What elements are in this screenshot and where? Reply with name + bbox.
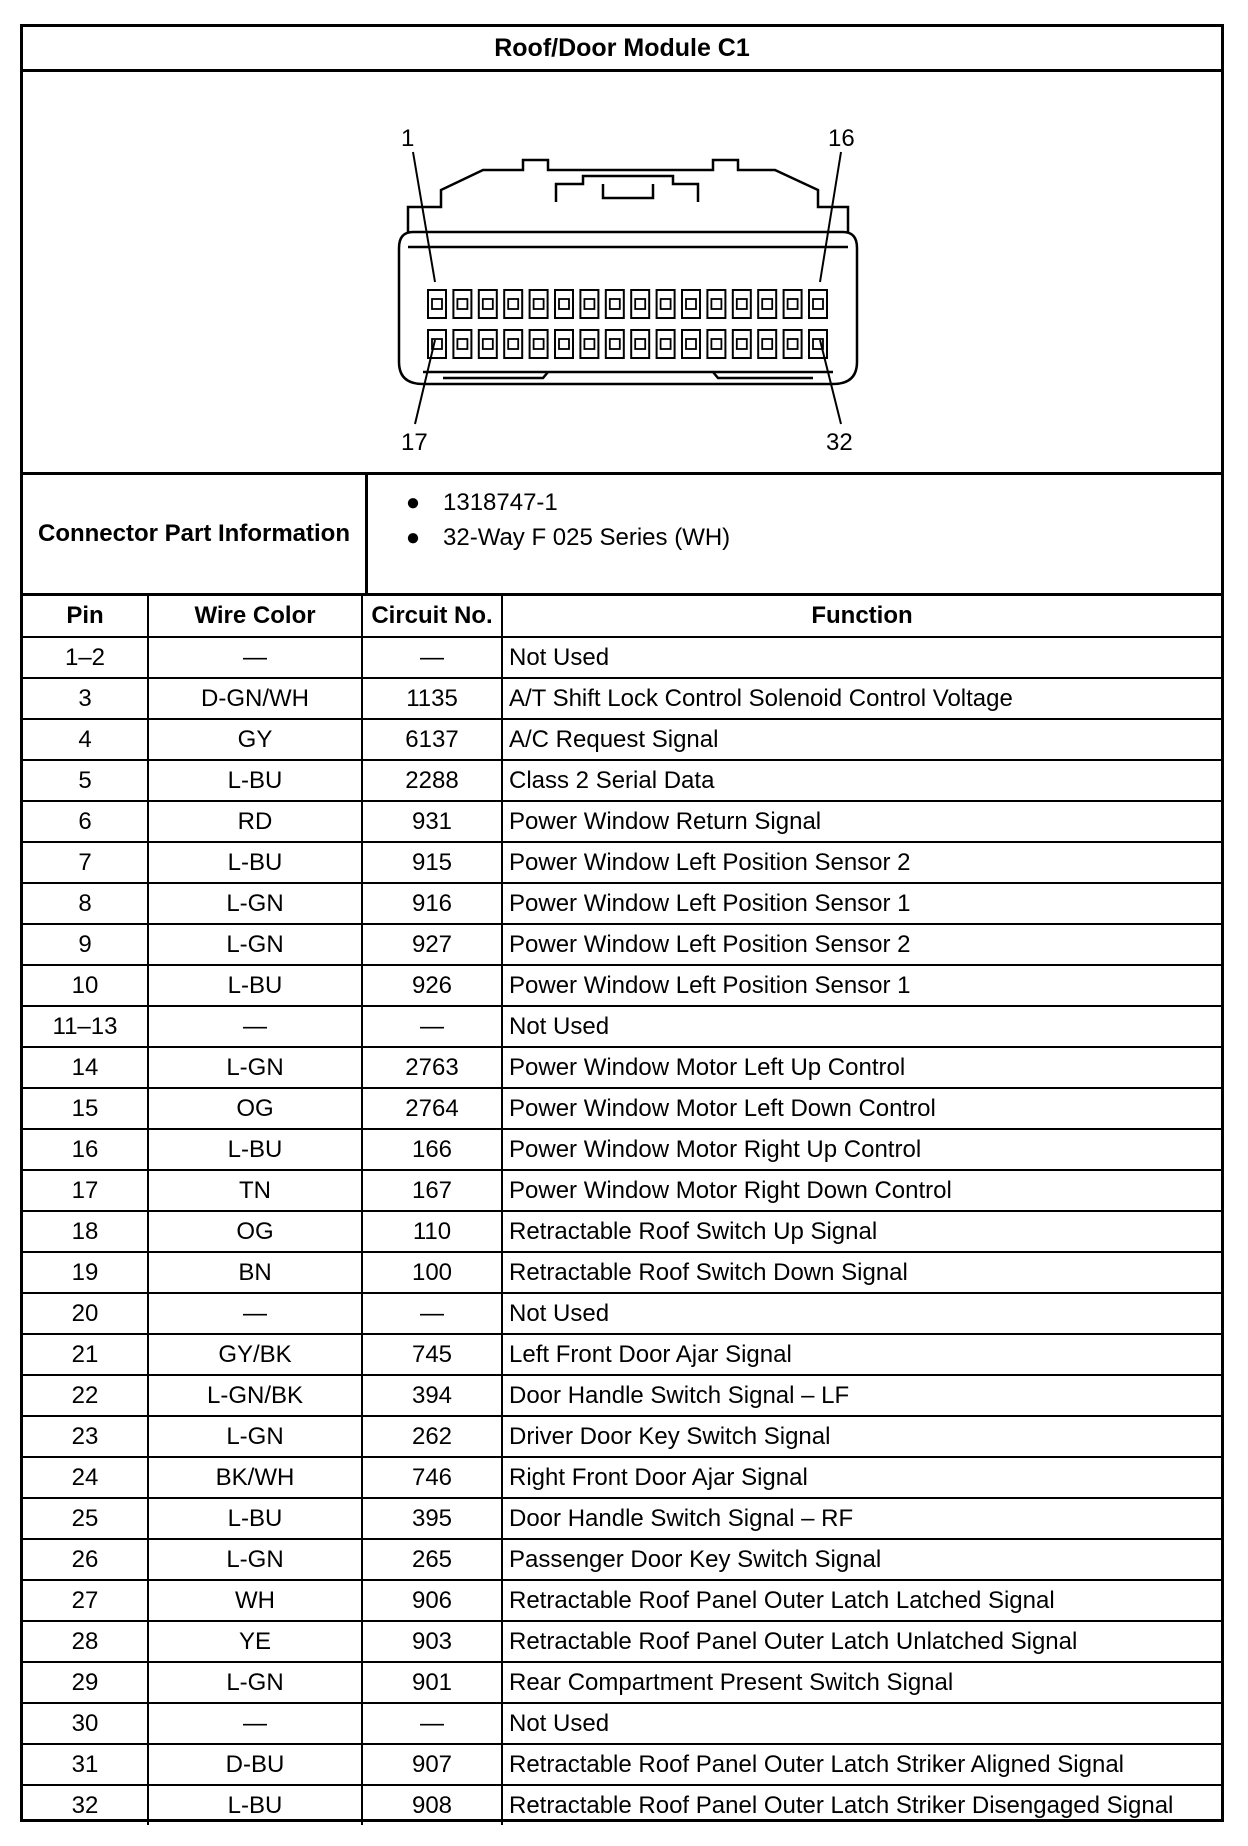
pin-cell: 18: [23, 1211, 148, 1252]
wire-color-cell: YE: [148, 1621, 362, 1662]
function-cell: Retractable Roof Switch Up Signal: [502, 1211, 1221, 1252]
pin-cavity: [606, 290, 624, 318]
circuit-no-cell: 395: [362, 1498, 502, 1539]
pin-cavity: [428, 290, 446, 318]
pin-terminal: [559, 339, 569, 349]
circuit-no-cell: 916: [362, 883, 502, 924]
pin-cell: 26: [23, 1539, 148, 1580]
wire-color-cell: L-GN: [148, 883, 362, 924]
pin-terminal: [788, 299, 798, 309]
connector-sheet: [20, 24, 1224, 1822]
pin-cavity: [707, 290, 725, 318]
pin-cavity: [504, 330, 522, 358]
pin-terminal: [508, 339, 518, 349]
pin-cell: 22: [23, 1375, 148, 1416]
part-info-item: [383, 520, 730, 555]
pin-cavity: [657, 330, 675, 358]
pin-cavity: [733, 330, 751, 358]
pin-cavity: [555, 330, 573, 358]
part-info-item: [383, 485, 730, 520]
function-cell: Retractable Roof Panel Outer Latch Latched Signal: [502, 1580, 1221, 1621]
pin-cavity: [555, 290, 573, 318]
wire-color-cell: TN: [148, 1170, 362, 1211]
table-row: [23, 1006, 1221, 1047]
pin-cell: 4: [23, 719, 148, 760]
pin-terminal: [483, 339, 493, 349]
pin-terminal: [711, 299, 721, 309]
wire-color-cell: L-BU: [148, 1498, 362, 1539]
function-cell: Door Handle Switch Signal – LF: [502, 1375, 1221, 1416]
circuit-no-cell: 906: [362, 1580, 502, 1621]
table-row: [23, 1170, 1221, 1211]
connector-housing: [399, 160, 857, 384]
pin-terminal: [737, 339, 747, 349]
pin-cavity: [758, 290, 776, 318]
pin-cavity: [733, 290, 751, 318]
table-row: [23, 1703, 1221, 1744]
circuit-no-cell: —: [362, 637, 502, 678]
pin-cavity: [453, 330, 471, 358]
pin-cell: 29: [23, 1662, 148, 1703]
table-row: [23, 1457, 1221, 1498]
function-cell: A/T Shift Lock Control Solenoid Control Voltage: [502, 678, 1221, 719]
pin-terminal: [584, 299, 594, 309]
circuit-no-cell: 262: [362, 1416, 502, 1457]
bullet-icon: ●: [405, 489, 421, 516]
table-row: [23, 1129, 1221, 1170]
wire-color-cell: L-BU: [148, 1785, 362, 1825]
circuit-no-cell: 110: [362, 1211, 502, 1252]
pin-cell: 11–13: [23, 1006, 148, 1047]
function-cell: Power Window Motor Right Up Control: [502, 1129, 1221, 1170]
table-row: [23, 1334, 1221, 1375]
pin-cell: 24: [23, 1457, 148, 1498]
pinout-table: [23, 596, 1221, 1825]
table-row: [23, 883, 1221, 924]
circuit-no-cell: 167: [362, 1170, 502, 1211]
connector-part-info-label: Connector Part Information: [23, 475, 368, 593]
pin-cell: 16: [23, 1129, 148, 1170]
table-row: [23, 924, 1221, 965]
pin-cavity: [580, 330, 598, 358]
circuit-no-cell: 907: [362, 1744, 502, 1785]
pin-cell: 25: [23, 1498, 148, 1539]
pin-cell: 8: [23, 883, 148, 924]
page-title: Roof/Door Module C1: [23, 27, 1221, 72]
wire-color-cell: GY/BK: [148, 1334, 362, 1375]
function-cell: Power Window Motor Left Up Control: [502, 1047, 1221, 1088]
connector-drawing: [23, 72, 1221, 472]
function-cell: Retractable Roof Panel Outer Latch Unlatched Signal: [502, 1621, 1221, 1662]
header-pin: Pin: [23, 596, 148, 637]
pin-cavity: [758, 330, 776, 358]
table-row: [23, 1498, 1221, 1539]
circuit-no-cell: 927: [362, 924, 502, 965]
pin-terminal: [635, 339, 645, 349]
table-row: [23, 1375, 1221, 1416]
wire-color-cell: L-BU: [148, 842, 362, 883]
pin-cell: 7: [23, 842, 148, 883]
wire-color-cell: GY: [148, 719, 362, 760]
function-cell: Not Used: [502, 637, 1221, 678]
pin-terminal: [635, 299, 645, 309]
wire-color-cell: L-GN: [148, 1047, 362, 1088]
table-row: [23, 1744, 1221, 1785]
connector-diagram: [23, 72, 1221, 475]
pin-terminal: [762, 339, 772, 349]
wire-color-cell: BN: [148, 1252, 362, 1293]
pin-cell: 9: [23, 924, 148, 965]
pin-cell: 3: [23, 678, 148, 719]
pin-cell: 17: [23, 1170, 148, 1211]
pin-cavity: [504, 290, 522, 318]
pin-cell: 32: [23, 1785, 148, 1825]
table-row: [23, 637, 1221, 678]
table-row: [23, 678, 1221, 719]
pin-cavity: [530, 330, 548, 358]
function-cell: Power Window Left Position Sensor 1: [502, 883, 1221, 924]
wire-color-cell: L-BU: [148, 1129, 362, 1170]
pin-cell: 5: [23, 760, 148, 801]
function-cell: Power Window Left Position Sensor 1: [502, 965, 1221, 1006]
table-row: [23, 965, 1221, 1006]
wire-color-cell: OG: [148, 1088, 362, 1129]
circuit-no-cell: —: [362, 1006, 502, 1047]
wire-color-cell: —: [148, 1703, 362, 1744]
pin-terminal: [737, 299, 747, 309]
wire-color-cell: —: [148, 1293, 362, 1334]
function-cell: Power Window Left Position Sensor 2: [502, 924, 1221, 965]
function-cell: Rear Compartment Present Switch Signal: [502, 1662, 1221, 1703]
circuit-no-cell: 931: [362, 801, 502, 842]
function-cell: Right Front Door Ajar Signal: [502, 1457, 1221, 1498]
wire-color-cell: L-GN: [148, 1539, 362, 1580]
function-cell: Class 2 Serial Data: [502, 760, 1221, 801]
circuit-no-cell: 915: [362, 842, 502, 883]
circuit-no-cell: 745: [362, 1334, 502, 1375]
callout-pin-32: 32: [826, 429, 853, 456]
pin-terminal: [788, 339, 798, 349]
connector-part-info: [23, 475, 1221, 596]
pin-terminal: [661, 299, 671, 309]
pin-terminal: [457, 299, 467, 309]
pin-cavity: [657, 290, 675, 318]
connector-part-info-list: [383, 485, 730, 555]
callout-pin-1: 1: [401, 125, 415, 152]
pin-terminal: [686, 299, 696, 309]
circuit-no-cell: —: [362, 1703, 502, 1744]
pin-cell: 20: [23, 1293, 148, 1334]
function-cell: Driver Door Key Switch Signal: [502, 1416, 1221, 1457]
circuit-no-cell: 394: [362, 1375, 502, 1416]
circuit-no-cell: 908: [362, 1785, 502, 1825]
pin-cell: 19: [23, 1252, 148, 1293]
wire-color-cell: —: [148, 1006, 362, 1047]
pin-cell: 28: [23, 1621, 148, 1662]
pin-terminal: [457, 339, 467, 349]
pin-cavity: [682, 290, 700, 318]
pin-terminal: [762, 299, 772, 309]
function-cell: Retractable Roof Panel Outer Latch Striker Disengaged Signal: [502, 1785, 1221, 1825]
table-row: [23, 760, 1221, 801]
table-row: [23, 1211, 1221, 1252]
pin-cell: 6: [23, 801, 148, 842]
pin-terminal: [534, 299, 544, 309]
pin-terminal: [813, 299, 823, 309]
wire-color-cell: L-BU: [148, 965, 362, 1006]
pin-terminal: [610, 299, 620, 309]
circuit-no-cell: 100: [362, 1252, 502, 1293]
pin-cavity: [809, 290, 827, 318]
circuit-no-cell: 2288: [362, 760, 502, 801]
wire-color-cell: OG: [148, 1211, 362, 1252]
pin-terminal: [483, 299, 493, 309]
circuit-no-cell: 901: [362, 1662, 502, 1703]
header-function: Function: [502, 596, 1221, 637]
function-cell: Passenger Door Key Switch Signal: [502, 1539, 1221, 1580]
table-row: [23, 1580, 1221, 1621]
table-row: [23, 1088, 1221, 1129]
pin-cell: 27: [23, 1580, 148, 1621]
circuit-no-cell: 1135: [362, 678, 502, 719]
pin-cavity: [479, 290, 497, 318]
table-row: [23, 719, 1221, 760]
pin-terminal: [534, 339, 544, 349]
pin-terminal: [711, 339, 721, 349]
function-cell: Retractable Roof Switch Down Signal: [502, 1252, 1221, 1293]
function-cell: Power Window Return Signal: [502, 801, 1221, 842]
table-row: [23, 1252, 1221, 1293]
circuit-no-cell: 2763: [362, 1047, 502, 1088]
wire-color-cell: RD: [148, 801, 362, 842]
circuit-no-cell: 926: [362, 965, 502, 1006]
circuit-no-cell: 903: [362, 1621, 502, 1662]
pin-cavity: [631, 330, 649, 358]
table-row: [23, 1785, 1221, 1825]
wire-color-cell: —: [148, 637, 362, 678]
callout-pin-17: 17: [401, 429, 428, 456]
wire-color-cell: D-BU: [148, 1744, 362, 1785]
pin-cell: 10: [23, 965, 148, 1006]
function-cell: Not Used: [502, 1703, 1221, 1744]
pin-terminal: [432, 299, 442, 309]
circuit-no-cell: —: [362, 1293, 502, 1334]
pin-terminal: [584, 339, 594, 349]
function-cell: Left Front Door Ajar Signal: [502, 1334, 1221, 1375]
table-row: [23, 1416, 1221, 1457]
table-header-row: [23, 596, 1221, 637]
pin-cell: 30: [23, 1703, 148, 1744]
header-wire-color: Wire Color: [148, 596, 362, 637]
table-row: [23, 1293, 1221, 1334]
connector-description: 32-Way F 025 Series (WH): [443, 524, 731, 551]
pin-cavity: [453, 290, 471, 318]
pin-cell: 31: [23, 1744, 148, 1785]
pin-cell: 14: [23, 1047, 148, 1088]
table-row: [23, 801, 1221, 842]
pin-cavity: [784, 330, 802, 358]
table-row: [23, 1662, 1221, 1703]
pin-terminal: [610, 339, 620, 349]
pin-terminal: [686, 339, 696, 349]
callout-pin-16: 16: [828, 125, 855, 152]
pin-cavity: [682, 330, 700, 358]
pin-cavity: [784, 290, 802, 318]
pin-cell: 15: [23, 1088, 148, 1129]
header-circuit-no: Circuit No.: [362, 596, 502, 637]
table-row: [23, 1539, 1221, 1580]
pin-terminal: [508, 299, 518, 309]
function-cell: Retractable Roof Panel Outer Latch Striker Aligned Signal: [502, 1744, 1221, 1785]
function-cell: A/C Request Signal: [502, 719, 1221, 760]
pin-cavity: [707, 330, 725, 358]
wire-color-cell: D-GN/WH: [148, 678, 362, 719]
wire-color-cell: L-GN: [148, 1662, 362, 1703]
wire-color-cell: L-GN: [148, 1416, 362, 1457]
pin-terminal: [559, 299, 569, 309]
pin-cavity: [530, 290, 548, 318]
wire-color-cell: BK/WH: [148, 1457, 362, 1498]
circuit-no-cell: 746: [362, 1457, 502, 1498]
wire-color-cell: L-GN: [148, 924, 362, 965]
circuit-no-cell: 2764: [362, 1088, 502, 1129]
function-cell: Not Used: [502, 1006, 1221, 1047]
circuit-no-cell: 265: [362, 1539, 502, 1580]
table-row: [23, 1621, 1221, 1662]
pin-cavity: [631, 290, 649, 318]
wire-color-cell: WH: [148, 1580, 362, 1621]
part-number: 1318747-1: [443, 489, 558, 516]
circuit-no-cell: 6137: [362, 719, 502, 760]
table-row: [23, 842, 1221, 883]
function-cell: Power Window Left Position Sensor 2: [502, 842, 1221, 883]
pin-cell: 1–2: [23, 637, 148, 678]
bullet-icon: ●: [405, 524, 421, 551]
pin-cavity: [580, 290, 598, 318]
table-row: [23, 1047, 1221, 1088]
function-cell: Power Window Motor Left Down Control: [502, 1088, 1221, 1129]
pin-cavity: [479, 330, 497, 358]
wire-color-cell: L-GN/BK: [148, 1375, 362, 1416]
function-cell: Door Handle Switch Signal – RF: [502, 1498, 1221, 1539]
pin-cavity: [606, 330, 624, 358]
pin-grid: [428, 290, 827, 358]
pin-terminal: [661, 339, 671, 349]
circuit-no-cell: 166: [362, 1129, 502, 1170]
function-cell: Power Window Motor Right Down Control: [502, 1170, 1221, 1211]
pin-cell: 21: [23, 1334, 148, 1375]
wire-color-cell: L-BU: [148, 760, 362, 801]
function-cell: Not Used: [502, 1293, 1221, 1334]
pin-cell: 23: [23, 1416, 148, 1457]
